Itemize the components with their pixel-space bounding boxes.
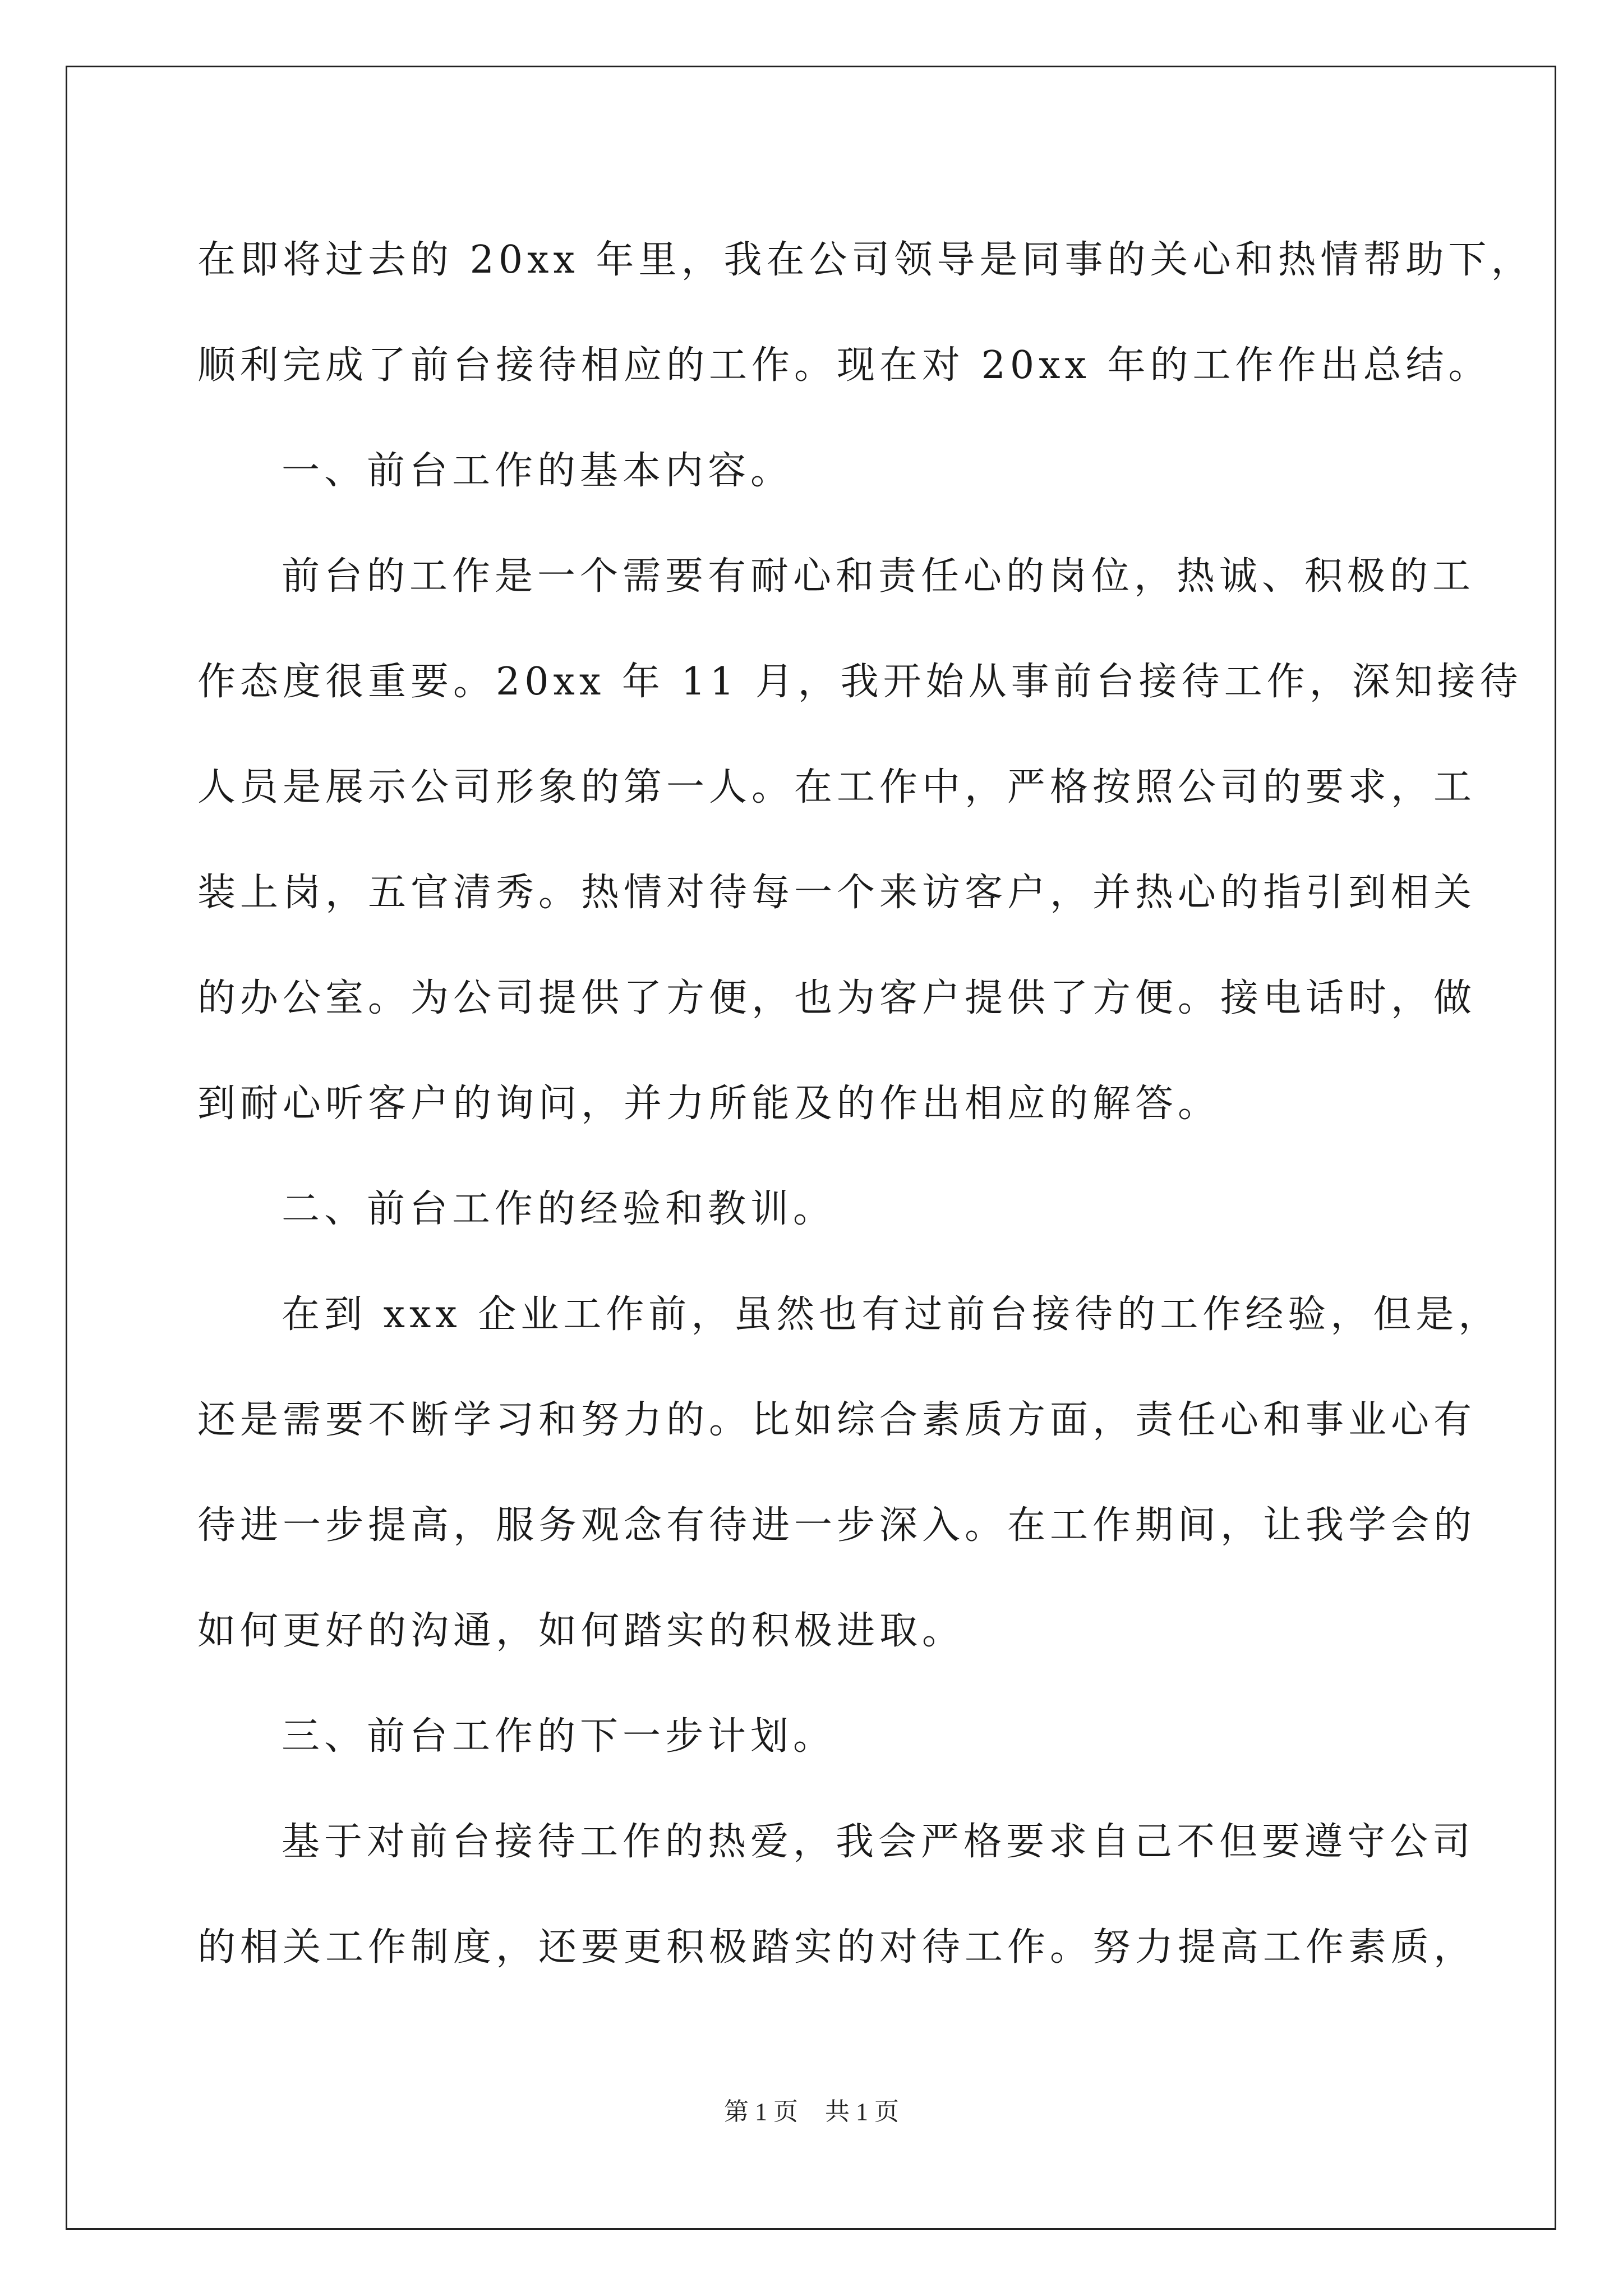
section-heading-3: 三、前台工作的下一步计划。: [282, 1714, 836, 1759]
section-heading-2: 二、前台工作的经验和教训。: [282, 1187, 836, 1231]
text-line: 待进一步提高，服务观念有待进一步深入。在工作期间，让我学会的: [197, 1503, 1477, 1548]
page-footer: [0, 2095, 1623, 2129]
page-total: 共 1 页: [825, 2098, 899, 2125]
body-text: [197, 208, 1534, 2000]
text-line: 基于对前台接待工作的热爱，我会严格要求自己不但要遵守公司: [282, 1820, 1476, 1864]
page-number: 第 1 页: [724, 2098, 798, 2125]
text-line: 如何更好的沟通，如何踏实的积极进取。: [197, 1609, 965, 1653]
text-line: 装上岗，五官清秀。热情对待每一个来访客户，并热心的指引到相关: [197, 871, 1477, 915]
text-line: 顺利完成了前台接待相应的工作。现在对 20xx 年的工作作出总结。: [197, 343, 1491, 388]
text-line: 还是需要不断学习和努力的。比如综合素质方面，责任心和事业心有: [197, 1398, 1477, 1442]
text-line: 的相关工作制度，还要更积极踏实的对待工作。努力提高工作素质，: [197, 1925, 1477, 1970]
document-body: [197, 208, 1534, 2000]
text-line: 在到 xxx 企业工作前，虽然也有过前台接待的工作经验，但是，: [282, 1292, 1501, 1337]
text-line: 作态度很重要。20xx 年 11 月，我开始从事前台接待工作，深知接待: [197, 660, 1523, 704]
text-line: 前台的工作是一个需要有耐心和责任心的岗位，热诚、积极的工: [282, 554, 1476, 599]
text-line: 的办公室。为公司提供了方便，也为客户提供了方便。接电话时，做: [197, 976, 1477, 1020]
text-line: 到耐心听客户的询问，并力所能及的作出相应的解答。: [197, 1082, 1221, 1126]
text-line: 人员是展示公司形象的第一人。在工作中，严格按照公司的要求，工: [197, 765, 1477, 809]
text-line: 在即将过去的 20xx 年里，我在公司领导是同事的关心和热情帮助下，: [197, 238, 1534, 282]
section-heading-1: 一、前台工作的基本内容。: [282, 449, 794, 493]
